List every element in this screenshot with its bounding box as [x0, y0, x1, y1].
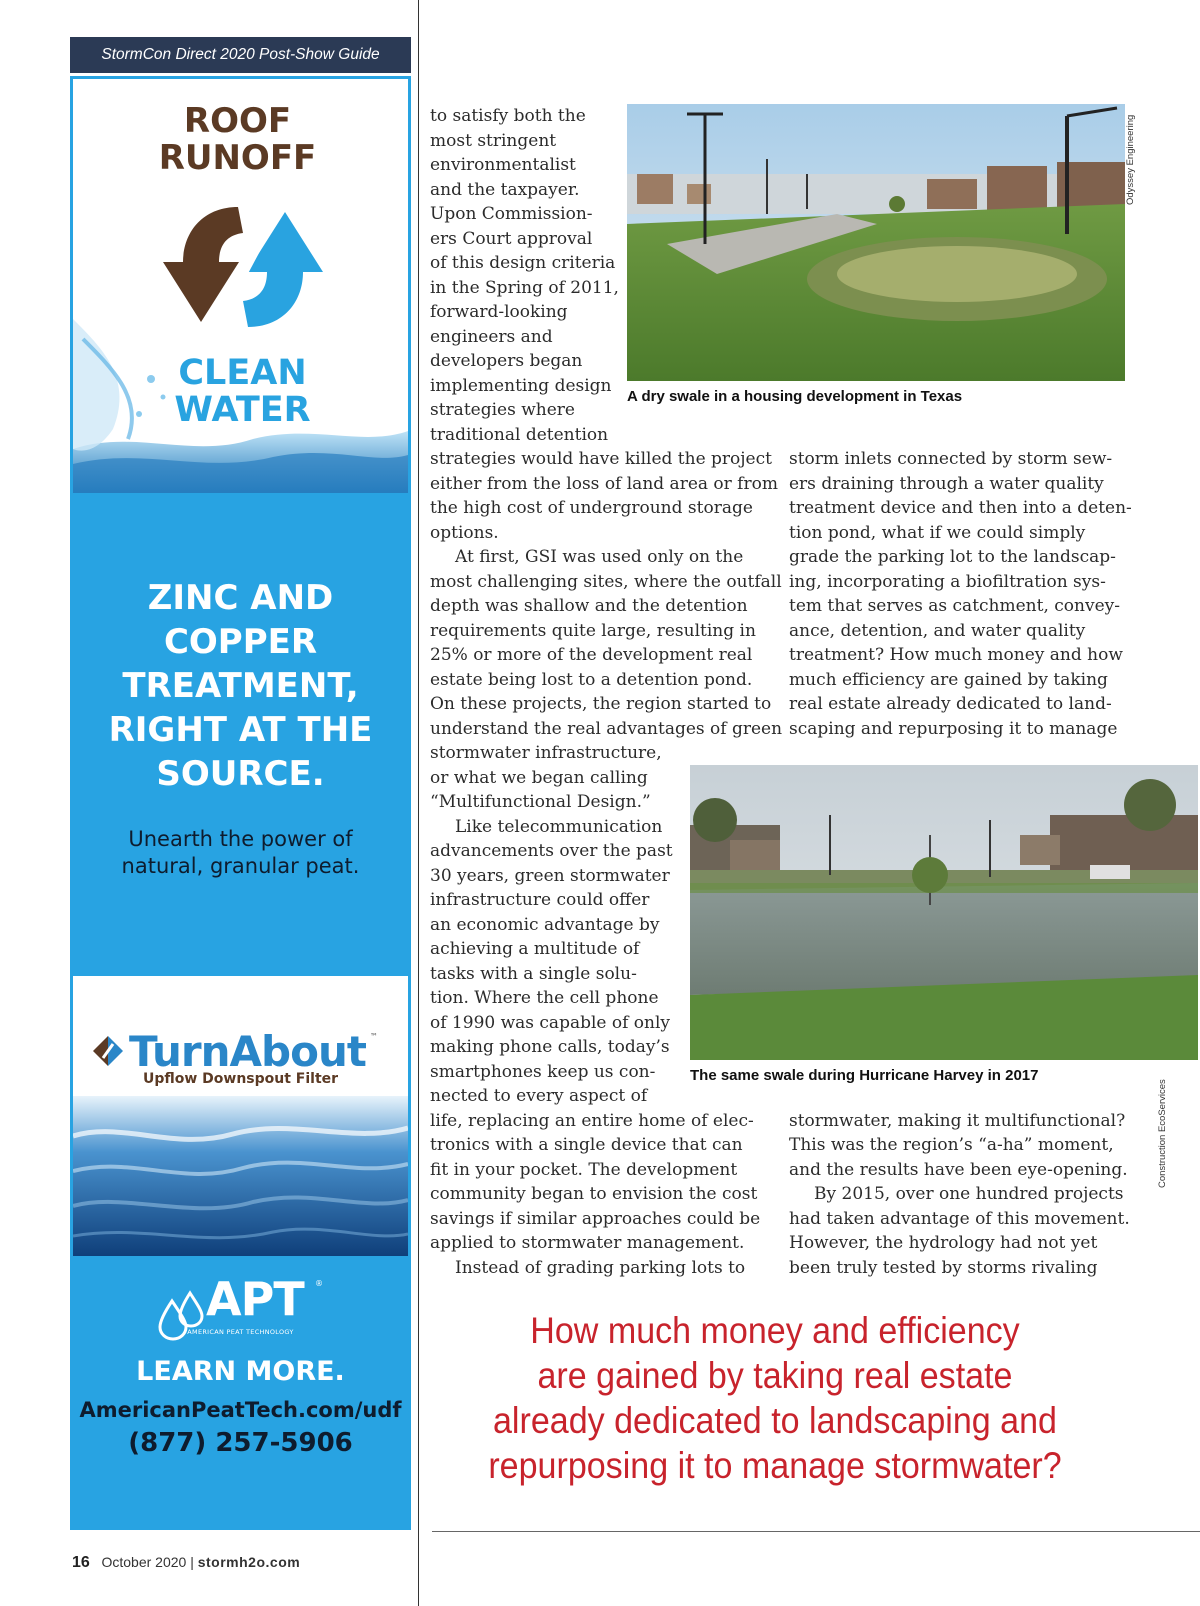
apt-registered-mark: ® [315, 1279, 323, 1288]
body-line: developers began [430, 351, 583, 371]
guide-title: StormCon Direct 2020 Post-Show Guide [101, 46, 380, 63]
body-line: real estate already dedicated to land- [789, 694, 1112, 714]
clean-line-1: CLEAN [178, 353, 307, 393]
product-trademark: ™ [369, 1032, 378, 1041]
zinc-line: SOURCE. [156, 754, 325, 794]
body-line: and the taxpayer. [430, 179, 580, 200]
body-line: life, replacing an entire home of elec- [430, 1110, 754, 1131]
pull-quote [481, 1308, 1070, 1488]
body-line: stormwater infrastructure, [430, 743, 662, 763]
body-line: treatment device and then into a deten- [789, 498, 1132, 518]
unearth-line: Unearth the power of [128, 827, 353, 851]
zinc-line: COPPER [163, 622, 318, 662]
body-line: engineers and [430, 326, 553, 347]
body-line: strategies where [430, 400, 575, 420]
body-line: tronics with a single device that can [430, 1135, 743, 1155]
unearth-line: natural, granular peat. [121, 854, 360, 878]
body-line: most stringent [430, 130, 557, 151]
peat-advertisement[interactable] [70, 76, 411, 1530]
body-line: depth was shallow and the detention [430, 596, 748, 616]
learn-more-cta[interactable]: LEARN MORE. [136, 1356, 345, 1387]
roof-line-1: ROOF [183, 101, 292, 141]
body-line: in the Spring of 2011, [430, 277, 619, 298]
apt-brand: APT [206, 1272, 304, 1326]
body-line: and the results have been eye-opening. [789, 1159, 1128, 1180]
ad-url-link[interactable]: AmericanPeatTech.com/udf [79, 1398, 402, 1422]
body-line: ing, incorporating a biofiltration sys- [789, 571, 1106, 592]
body-line: an economic advantage by [430, 914, 660, 935]
body-line: On these projects, the region started to [430, 694, 772, 714]
body-line: fit in your pocket. The development [430, 1159, 738, 1180]
product-name: TurnAbout [129, 1026, 366, 1076]
body-line: understand the real advantages of green [430, 718, 783, 739]
body-line: treatment? How much money and how [789, 645, 1123, 665]
guide-title-band [70, 37, 411, 73]
body-line: the high cost of underground storage [430, 498, 753, 518]
body-line: requirements quite large, resulting in [430, 620, 756, 641]
body-line: However, the hydrology had not yet [789, 1233, 1098, 1253]
body-line: nected to every aspect of [430, 1086, 648, 1106]
body-line: 25% or more of the development real [430, 645, 753, 665]
body-line: had taken advantage of this movement. [789, 1208, 1130, 1229]
pull-quote-line: already dedicated to landscaping and [493, 1400, 1057, 1441]
body-line: or what we began calling [430, 767, 648, 788]
body-line: storm inlets connected by storm sew- [789, 449, 1113, 469]
body-line: smartphones keep us con- [430, 1061, 656, 1082]
body-line: estate being lost to a detention pond. [430, 669, 753, 690]
body-line: 30 years, green stormwater [430, 865, 670, 886]
photo2-caption: The same swale during Hurricane Harvey in 2017 [690, 1067, 1039, 1084]
body-line: tion. Where the cell phone [430, 988, 659, 1008]
body-line: implementing design [430, 375, 612, 396]
clean-water-heading [75, 355, 408, 429]
pull-quote-line: How much money and efficiency [530, 1310, 1020, 1351]
body-line: By 2015, over one hundred projects [814, 1184, 1124, 1204]
site-link[interactable]: stormh2o.com [197, 1554, 301, 1570]
zinc-line: RIGHT AT THE [108, 710, 373, 750]
zinc-line: TREATMENT, [122, 666, 359, 706]
dry-swale-photo [627, 104, 1125, 381]
body-line: stormwater, making it multifunctional? [789, 1110, 1126, 1131]
body-line: At first, GSI was used only on the [455, 547, 744, 567]
pull-quote-line: are gained by taking real estate [537, 1355, 1013, 1396]
body-line: Upon Commission- [430, 204, 593, 224]
recycle-arrows-icon [143, 187, 343, 347]
column-divider [418, 0, 419, 1606]
roof-line-2: RUNOFF [158, 138, 317, 178]
body-line: either from the loss of land area or from [430, 473, 778, 494]
body-line: “Multifunctional Design.” [430, 792, 651, 812]
body-line: forward-looking [430, 302, 568, 322]
clean-line-2: WATER [174, 390, 311, 430]
body-line: been truly tested by storms rivaling [789, 1257, 1098, 1278]
page-footer [72, 1554, 300, 1572]
body-line: community began to envision the cost [430, 1184, 758, 1204]
water-ripple-graphic [73, 1096, 408, 1256]
body-line: tion pond, what if we could simply [789, 522, 1086, 543]
body-line: ance, detention, and water quality [789, 620, 1086, 641]
unearth-tagline [70, 826, 411, 880]
body-line: of this design criteria [430, 253, 616, 273]
photo1-credit: Odyssey Engineering [1125, 114, 1136, 205]
footer-rule [432, 1531, 1200, 1532]
body-line: This was the region’s “a-ha” moment, [789, 1135, 1114, 1155]
body-line: infrastructure could offer [430, 890, 650, 910]
body-line: strategies would have killed the project [430, 449, 772, 469]
photo2-credit: Construction EcoServices [1157, 1079, 1168, 1188]
body-line: of 1990 was capable of only [430, 1012, 671, 1033]
body-line: tem that serves as catchment, convey- [789, 596, 1120, 616]
body-line: scaping and repurposing it to manage [789, 718, 1118, 739]
body-line: much efficiency are gained by taking [789, 669, 1108, 690]
body-line: most challenging sites, where the outfall [430, 571, 782, 592]
body-line: Instead of grading parking lots to [455, 1257, 746, 1278]
roof-runoff-heading [73, 103, 405, 177]
zinc-line: ZINC AND [147, 578, 334, 618]
body-line: achieving a multitude of [430, 939, 640, 959]
body-line: tasks with a single solu- [430, 963, 637, 984]
body-line: advancements over the past [430, 841, 673, 861]
turnabout-logo [91, 1026, 378, 1076]
pull-quote-line: repurposing it to manage stormwater? [488, 1445, 1062, 1486]
body-line: applied to stormwater management. [430, 1233, 745, 1253]
body-line: ers Court approval [430, 228, 593, 249]
product-panel [73, 976, 408, 1256]
body-line: environmentalist [430, 155, 576, 175]
page-number: 16 [72, 1554, 90, 1571]
ad-phone: (877) 257-5906 [128, 1428, 353, 1458]
body-line: savings if similar approaches could be [430, 1208, 761, 1229]
body-line: making phone calls, today’s [430, 1037, 670, 1057]
issue-date: October 2020 [101, 1554, 187, 1570]
body-line: ers draining through a water quality [789, 473, 1104, 494]
turnabout-mark-icon [91, 1034, 125, 1068]
footer-separator: | [190, 1554, 194, 1570]
body-line: traditional detention [430, 424, 609, 445]
hurricane-swale-photo [690, 765, 1198, 1060]
ad-top-panel [73, 79, 408, 493]
zinc-copper-headline [70, 576, 411, 796]
body-line: Like telecommunication [455, 816, 663, 837]
body-line: to satisfy both the [430, 106, 586, 126]
apt-brand-subtitle: AMERICAN PEAT TECHNOLOGY [187, 1328, 294, 1336]
product-subtitle: Upflow Downspout Filter [142, 1071, 339, 1087]
body-line: options. [430, 522, 499, 543]
body-line: grade the parking lot to the landscap- [789, 547, 1116, 567]
photo1-caption: A dry swale in a housing development in Texas [627, 388, 963, 405]
